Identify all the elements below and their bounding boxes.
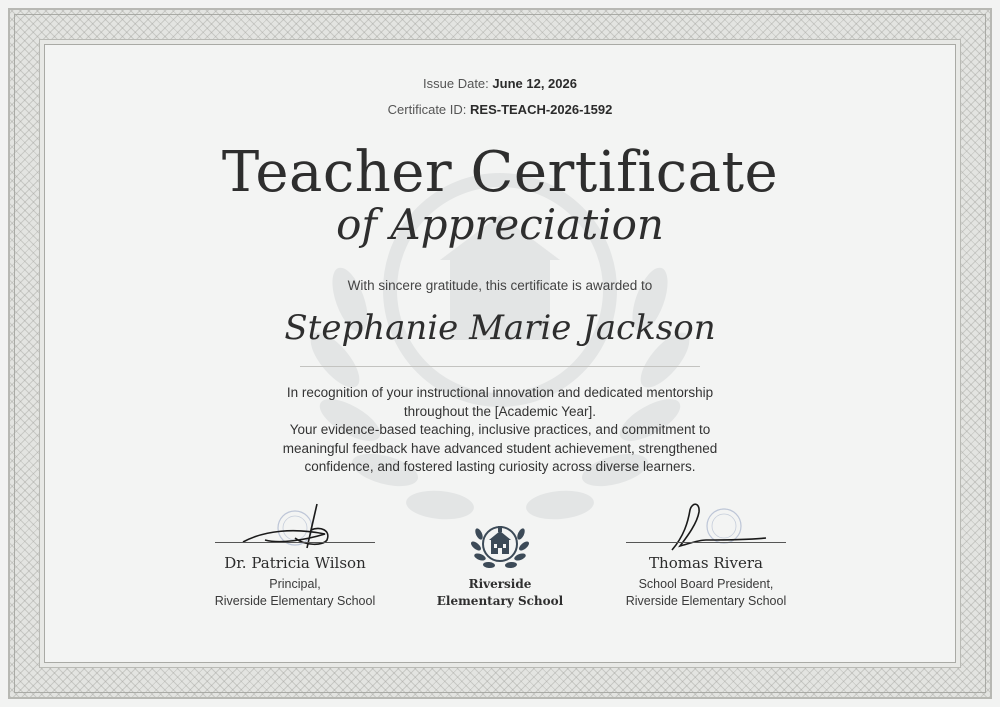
certificate-subtitle: of Appreciation [336,200,664,249]
signer-role-title: Principal, [269,577,321,591]
signer-name: Dr. Patricia Wilson [224,554,366,572]
school-name-line: Elementary School [436,593,564,608]
recognition-line: In recognition of your instructional innovation and dedicated mentorship [286,385,714,400]
signer-role [185,576,405,609]
issue-date-label: Issue Date: [423,76,489,91]
signer-board-president [596,500,816,610]
signer-name: Thomas Rivera [649,554,763,572]
signer-role-org: Riverside Elementary School [214,593,376,608]
award-intro: With sincere gratitude, this certificate is awarded to [347,278,653,293]
signature-line [626,542,786,543]
signature-icon [666,500,776,552]
certificate-id-value: RES-TEACH-2026-1592 [470,102,613,117]
issue-date-value: June 12, 2026 [492,76,577,91]
recipient-name: Stephanie Marie Jackson [284,308,716,348]
certificate-id-label: Certificate ID: [387,102,467,117]
certificate-id [0,102,1000,117]
school-emblem-icon [470,520,530,572]
certificate-title: Teacher Certificate [221,140,779,205]
recognition-text [240,384,760,477]
signature-line [215,542,375,543]
recognition-line: throughout the [Academic Year]. [403,403,597,419]
recognition-line: confidence, and fostered lasting curiosity across diverse learners. [304,459,696,474]
issue-date [0,76,1000,91]
signer-role [596,576,816,609]
recognition-line: meaningful feedback have advanced student achievement, strengthened [282,440,718,456]
signer-principal [185,500,405,610]
signer-role-title: School Board President, [638,577,774,591]
school-name [420,576,580,609]
signer-role-org: Riverside Elementary School [625,593,787,608]
recognition-line: Your evidence-based teaching, inclusive practices, and commitment to [289,422,711,437]
recipient-underline [300,366,700,367]
school-name-line: Riverside [468,577,532,591]
signature-icon [235,500,365,552]
